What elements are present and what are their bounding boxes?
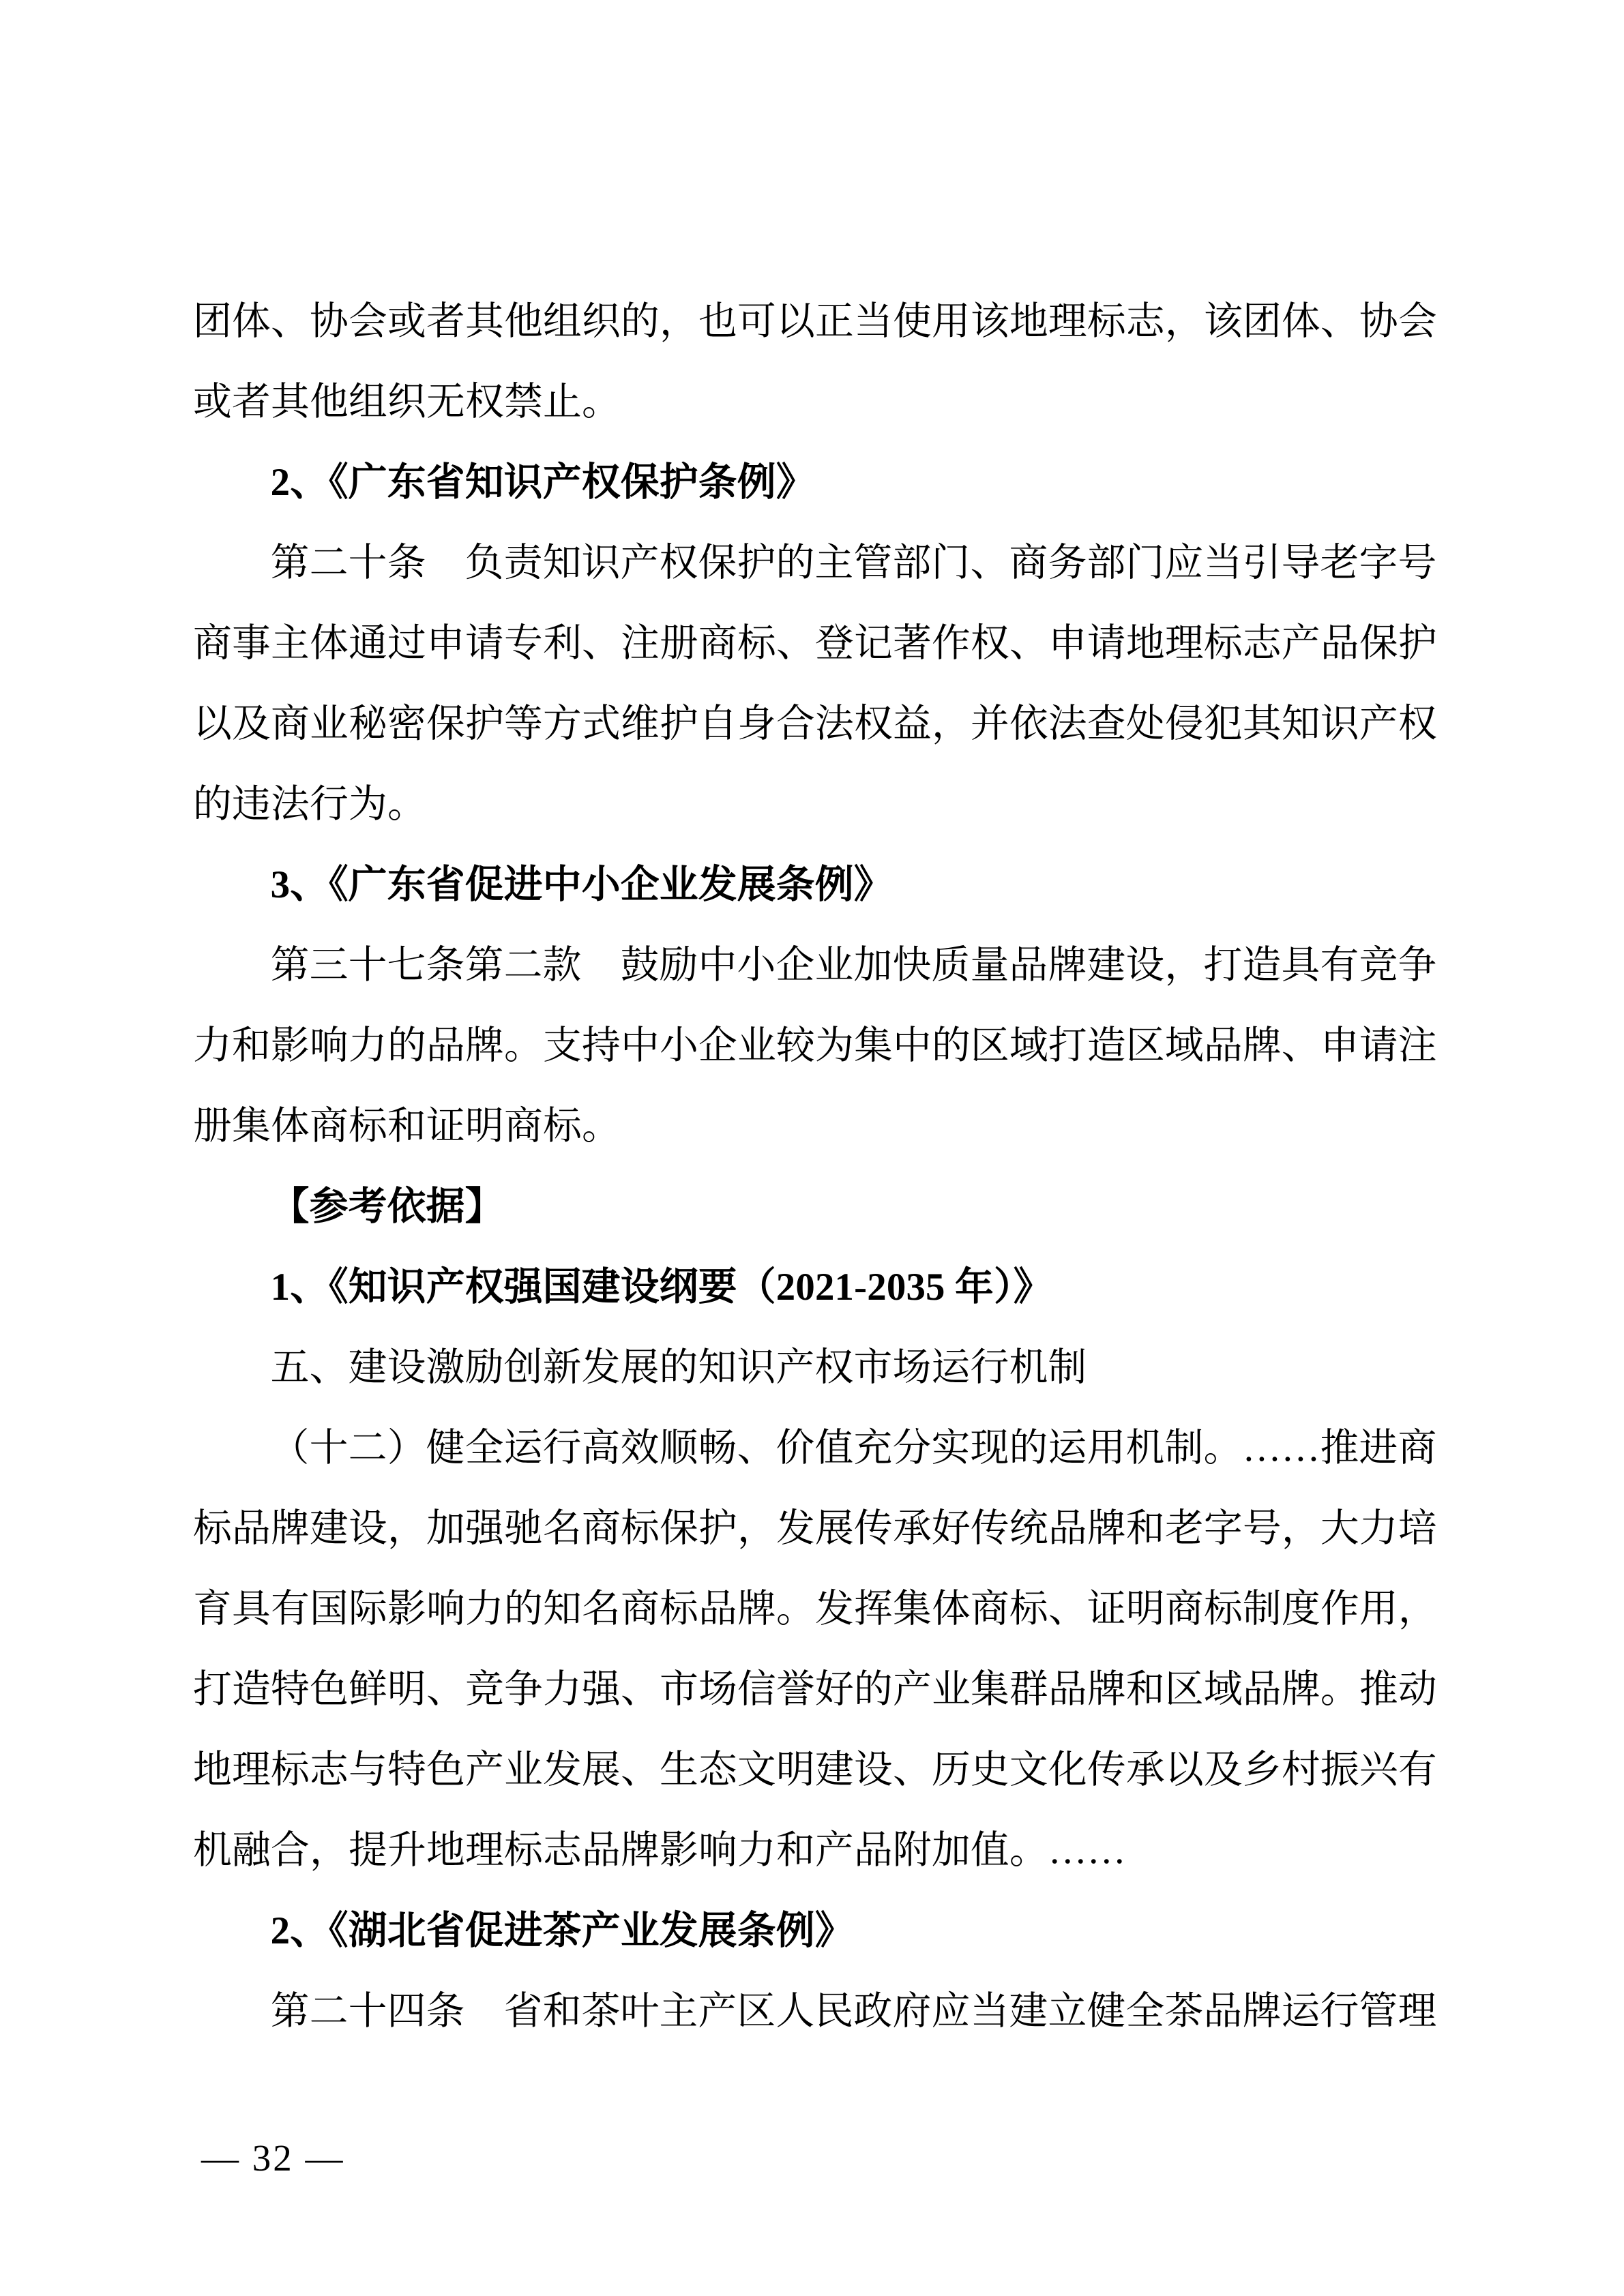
paragraph	[193, 523, 1437, 845]
reference-basis-heading	[193, 1167, 1432, 1247]
body-text-line: 育具有国际影响力的知名商标品牌。发挥集体商标、证明商标制度作用，	[193, 1587, 1437, 1630]
body-text-line: 机融合，提升地理标志品牌影响力和产品附加值。……	[193, 1829, 1126, 1872]
body-text-line: 力和影响力的品牌。支持中小企业较为集中的区域打造区域品牌、申请注	[193, 1024, 1437, 1067]
paragraph	[193, 1971, 1437, 2052]
paragraph	[193, 925, 1437, 1167]
section-heading	[193, 443, 1432, 523]
section-heading-line: 3、《广东省促进中小企业发展条例》	[270, 863, 893, 906]
body-text-line: 以及商业秘密保护等方式维护自身合法权益，并依法查处侵犯其知识产权	[193, 702, 1437, 745]
body-text-line: 或者其他组织无权禁止。	[193, 381, 621, 423]
paragraph	[193, 1328, 1432, 1408]
body-text-line: 打造特色鲜明、竞争力强、市场信誉好的产业集群品牌和区域品牌。推动	[193, 1668, 1437, 1711]
section-heading	[193, 1891, 1432, 1971]
section-heading	[193, 845, 1432, 925]
section-heading	[193, 1247, 1432, 1328]
page-number: — 32 —	[201, 2137, 345, 2179]
body-text-line: 标品牌建设，加强驰名商标保护，发展传承好传统品牌和老字号，大力培	[193, 1507, 1437, 1550]
document-body	[193, 282, 1437, 2052]
body-text-line: 商事主体通过申请专利、注册商标、登记著作权、申请地理标志产品保护	[193, 622, 1437, 665]
body-text-line: 第三十七条第二款 鼓励中小企业加快质量品牌建设，打造具有竞争	[270, 944, 1437, 987]
body-text-line: 五、建设激励创新发展的知识产权市场运行机制	[270, 1346, 1087, 1389]
section-heading-line: 【参考依据】	[270, 1185, 504, 1228]
body-text-line: 册集体商标和证明商标。	[193, 1105, 621, 1148]
body-text-line: 地理标志与特色产业发展、生态文明建设、历史文化传承以及乡村振兴有	[193, 1748, 1437, 1791]
body-text-line: 的违法行为。	[193, 783, 426, 826]
body-text-line: 团体、协会或者其他组织的，也可以正当使用该地理标志，该团体、协会	[193, 300, 1437, 343]
paragraph	[193, 1408, 1437, 1891]
body-text-line: 第二十四条 省和茶叶主产区人民政府应当建立健全茶品牌运行管理	[270, 1990, 1437, 2033]
paragraph-continuation	[193, 282, 1437, 443]
section-heading-line: 2、《湖北省促进茶产业发展条例》	[270, 1909, 854, 1952]
body-text-line: （十二）健全运行高效顺畅、价值充分实现的运用机制。……推进商	[270, 1427, 1437, 1470]
body-text-line: 第二十条 负责知识产权保护的主管部门、商务部门应当引导老字号	[270, 541, 1437, 584]
section-heading-line: 2、《广东省知识产权保护条例》	[270, 461, 815, 504]
section-heading-line: 1、《知识产权强国建设纲要（2021-2035 年）》	[270, 1266, 1052, 1309]
